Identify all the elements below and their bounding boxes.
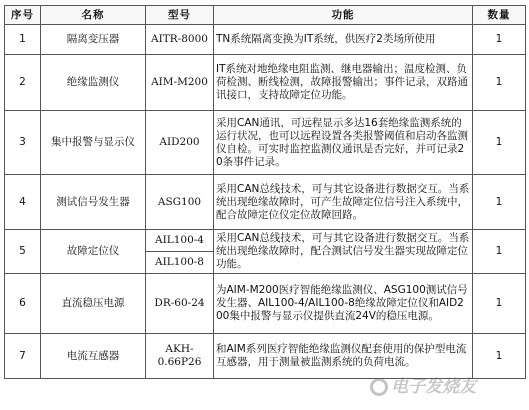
- cell-model: AITR-8000: [146, 25, 214, 55]
- table-row: [5, 334, 526, 379]
- cell-qty: 1: [473, 55, 526, 111]
- cell-name: 故障定位仪: [41, 230, 146, 274]
- cell-seq: 1: [5, 25, 41, 55]
- cell-function: 采用CAN总线技术，可与其它设备进行数据交互。当系统出现绝缘故障时，配合测试信号发生器实现故障定位功能。: [214, 230, 473, 274]
- header-qty: 数量: [473, 6, 526, 25]
- header-function: 功能: [214, 6, 473, 25]
- cell-name: 测试信号发生器: [41, 175, 146, 230]
- cell-qty: 1: [473, 274, 526, 334]
- cell-qty: 1: [473, 25, 526, 55]
- equipment-table: [4, 5, 526, 379]
- table-row: [5, 111, 526, 175]
- cell-qty: 1: [473, 175, 526, 230]
- cell-seq: 4: [5, 175, 41, 230]
- cell-seq: 5: [5, 230, 41, 274]
- cell-seq: 6: [5, 274, 41, 334]
- cell-name: 集中报警与显示仪: [41, 111, 146, 175]
- cell-seq: 7: [5, 334, 41, 379]
- header-model: 型号: [146, 6, 214, 25]
- cell-name: 电流互感器: [41, 334, 146, 379]
- cell-qty: 1: [473, 111, 526, 175]
- cell-function: 为AIM-M200医疗智能绝缘监测仪、ASG100测试信号发生器、AIL100-4/AIL100-8绝缘故障定位仪和AID200集中报警与显示仪提供直流24V的稳压电源。: [214, 274, 473, 334]
- cell-seq: 2: [5, 55, 41, 111]
- header-seq: 序号: [5, 6, 41, 25]
- cell-model: AKH-0.66P26: [146, 334, 214, 379]
- cell-qty: 1: [473, 230, 526, 274]
- table-row: [5, 25, 526, 55]
- table-row: [5, 230, 526, 252]
- table-header-row: [5, 6, 526, 25]
- cell-function: 采用CAN通讯，可远程显示多达16套绝缘监测系统的运行状况，也可以远程设置各类报警阈值和启动各监测仪自检。可实时监控监测仪通讯是否完好，并可记录20条事件记录。: [214, 111, 473, 175]
- table-row: [5, 274, 526, 334]
- header-name: 名称: [41, 6, 146, 25]
- cell-model: DR-60-24: [146, 274, 214, 334]
- cell-name: 直流稳压电源: [41, 274, 146, 334]
- cell-function: TN系统隔离变换为IT系统，供医疗2类场所使用: [214, 25, 473, 55]
- cell-name: 绝缘监测仪: [41, 55, 146, 111]
- table-row: [5, 55, 526, 111]
- cell-model: AID200: [146, 111, 214, 175]
- cell-seq: 3: [5, 111, 41, 175]
- table-row: [5, 175, 526, 230]
- cell-qty: 1: [473, 334, 526, 379]
- cell-model: AIM-M200: [146, 55, 214, 111]
- cell-model: AIL100-8: [146, 252, 214, 274]
- cell-name: 隔离变压器: [41, 25, 146, 55]
- cell-function: 和AIM系列医疗智能绝缘监测仪配套使用的保护型电流互感器，用于测量被监测系统的负荷电流。: [214, 334, 473, 379]
- watermark-text: 电子发烧友: [391, 377, 476, 397]
- watermark-logo-icon: [370, 378, 388, 396]
- cell-model: ASG100: [146, 175, 214, 230]
- cell-function: 采用CAN总线技术，可与其它设备进行数据交互。当系统出现绝缘故障时，可产生故障定位信号注入系统中，配合故障定位仪定位故障回路。: [214, 175, 473, 230]
- cell-function: IT系统对地绝缘电阻监测、继电器输出；温度检测、负荷检测、断线检测，故障报警输出；事件记录，双路通讯接口，支持故障定位功能。: [214, 55, 473, 111]
- cell-model: AIL100-4: [146, 230, 214, 252]
